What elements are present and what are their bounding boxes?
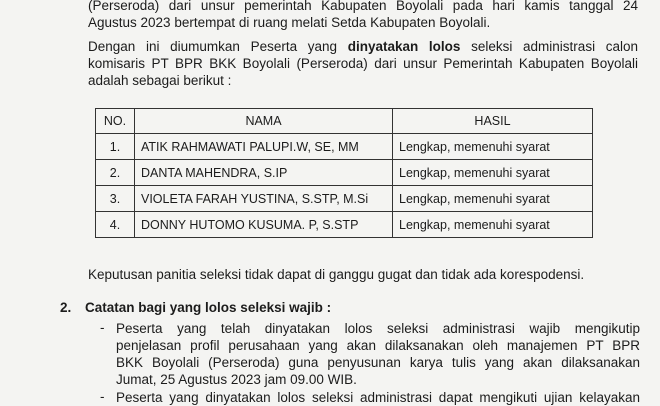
table-row xyxy=(96,160,593,186)
intro-line-1: (Perseroda) dari unsur pemerintah Kabupaten Boyolali pada hari kamis tanggal 24 xyxy=(88,0,638,13)
bullet-marker: - xyxy=(100,389,105,404)
row-nama: VIOLETA FARAH YUSTINA, S.STP, M.Si xyxy=(135,186,393,212)
table-row xyxy=(96,186,593,212)
row-nama: DONNY HUTOMO KUSUMA. P, S.STP xyxy=(135,212,393,238)
row-no: 4. xyxy=(96,212,135,238)
item1-line-4: Jumat, 25 Agustus 2023 jam 09.00 WIB. xyxy=(116,372,357,387)
header-nama: NAMA xyxy=(135,109,393,134)
announce-line-2: komisaris PT BPR BKK Boyolali (Perseroda) dari unsur Pemerintah Kabupaten Boyolali xyxy=(88,56,638,71)
row-nama: ATIK RAHMAWATI PALUPI.W, SE, MM xyxy=(135,134,393,160)
row-hasil: Lengkap, memenuhi syarat xyxy=(393,186,593,212)
row-no: 1. xyxy=(96,134,135,160)
decision-text: Keputusan panitia seleksi tidak dapat di ganggu gugat dan tidak ada korespodensi. xyxy=(88,267,585,282)
bullet-marker: - xyxy=(100,320,105,335)
item1-line-3: BKK Boyolali (Perseroda) guna penyusunan karya tulis yang akan dilaksanakan xyxy=(116,355,640,370)
row-hasil: Lengkap, memenuhi syarat xyxy=(393,160,593,186)
item1-line-1: Peserta yang telah dinyatakan lolos seleksi administrasi wajib mengikutip xyxy=(116,321,640,336)
header-no: NO. xyxy=(96,109,135,134)
announce-line-3: adalah sebagai berikut : xyxy=(88,73,232,88)
item1-line-2: penjelasan profil perusahaan yang akan dilaksanakan oleh manajemen PT BPR xyxy=(116,338,640,353)
table-row xyxy=(96,212,593,238)
table-row xyxy=(96,134,593,160)
section-2-heading xyxy=(60,300,331,315)
row-hasil: Lengkap, memenuhi syarat xyxy=(393,134,593,160)
header-hasil: HASIL xyxy=(393,109,593,134)
announce-text-1: Dengan ini diumumkan Peserta yang xyxy=(88,39,348,54)
results-table xyxy=(95,108,593,238)
row-nama: DANTA MAHENDRA, S.IP xyxy=(135,160,393,186)
row-no: 3. xyxy=(96,186,135,212)
row-hasil: Lengkap, memenuhi syarat xyxy=(393,212,593,238)
row-no: 2. xyxy=(96,160,135,186)
table-header-row xyxy=(96,109,593,134)
announce-text-2: seleksi administrasi calon xyxy=(460,39,639,54)
item2-line-1: Peserta yang dinyatakan lolos seleksi administrasi dapat mengikuti ujian kelayakan xyxy=(116,390,640,405)
intro-line-2: Agustus 2023 bertempat di ruang melati Setda Kabupaten Boyolali. xyxy=(88,15,491,30)
section-2-title: Catatan bagi yang lolos seleksi wajib : xyxy=(85,300,332,315)
announce-bold: dinyatakan lolos xyxy=(347,39,461,54)
announce-line-1 xyxy=(88,38,638,55)
section-2-number: 2. xyxy=(60,300,72,315)
